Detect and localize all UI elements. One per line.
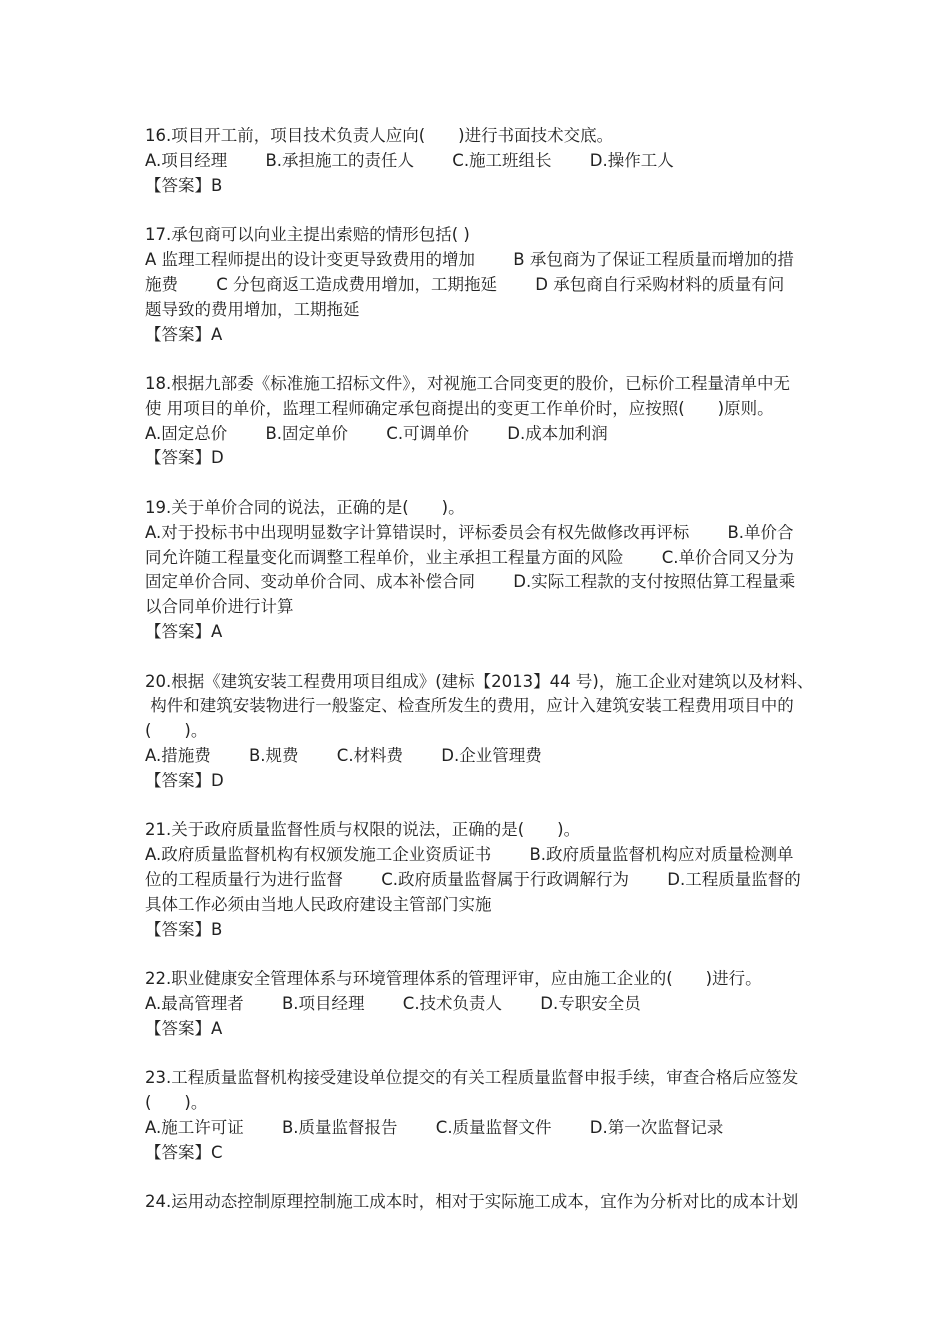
question-20 — [145, 670, 814, 794]
question-options: 具体工作必须由当地人民政府建设主管部门实施 — [145, 894, 492, 914]
answer-label: 【答案】D — [145, 770, 224, 790]
question-text: 22.职业健康安全管理体系与环境管理体系的管理评审，应由施工企业的( )进行。 — [145, 969, 762, 989]
question-text: 使 用项目的单价，监理工程师确定承包商提出的变更工作单价时，应按照( )原则。 — [145, 398, 774, 418]
question-list — [145, 124, 814, 1240]
question-options: A.措施费 B.规费 C.材料费 D.企业管理费 — [145, 746, 542, 766]
question-23 — [145, 1066, 810, 1165]
question-options: A 监理工程师提出的设计变更导致费用的增加 B 承包商为了保证工程质量而增加的措 — [145, 249, 794, 269]
answer-label: 【答案】A — [145, 1018, 223, 1038]
question-22 — [145, 967, 810, 1042]
answer-label: 【答案】C — [145, 1142, 223, 1162]
question-options: 位的工程质量行为进行监督 C.政府质量监督属于行政调解行为 D.工程质量监督的 — [145, 870, 801, 890]
answer-label: 【答案】B — [145, 919, 223, 939]
question-16 — [145, 124, 810, 199]
question-text: 17.承包商可以向业主提出索赔的情形包括( ) — [145, 225, 470, 245]
answer-label: 【答案】B — [145, 175, 223, 195]
question-24 — [145, 1190, 810, 1215]
question-text: 21.关于政府质量监督性质与权限的说法，正确的是( )。 — [145, 820, 581, 840]
question-options: 以合同单价进行计算 — [145, 597, 294, 617]
answer-label: 【答案】D — [145, 448, 224, 468]
question-17 — [145, 223, 810, 347]
question-text: 23.工程质量监督机构接受建设单位提交的有关工程质量监督申报手续，审查合格后应签发 — [145, 1068, 799, 1088]
question-options: A.最高管理者 B.项目经理 C.技术负责人 D.专职安全员 — [145, 994, 641, 1014]
question-options: A.固定总价 B.固定单价 C.可调单价 D.成本加利润 — [145, 423, 608, 443]
question-options: A.对于投标书中出现明显数字计算错误时，评标委员会有权先做修改再评标 B.单价合 — [145, 522, 794, 542]
question-options: A.施工许可证 B.质量监督报告 C.质量监督文件 D.第一次监督记录 — [145, 1118, 724, 1137]
question-19 — [145, 496, 810, 645]
question-text: 16.项目开工前，项目技术负责人应向( )进行书面技术交底。 — [145, 126, 614, 145]
question-text: 18.根据九部委《标准施工招标文件》，对视施工合同变更的股价，已标价工程量清单中无 — [145, 373, 790, 393]
question-text: 24.运用动态控制原理控制施工成本时，相对于实际施工成本，宜作为分析对比的成本计划 — [145, 1192, 799, 1212]
question-21 — [145, 818, 810, 942]
question-options: A.项目经理 B.承担施工的责任人 C.施工班组长 D.操作工人 — [145, 150, 674, 170]
question-text: 构件和建筑安装物进行一般鉴定、检查所发生的费用，应计入建筑安装工程费用项目中的 — [145, 696, 794, 716]
answer-label: 【答案】A — [145, 622, 223, 642]
question-options: 同允许随工程量变化而调整工程单价，业主承担工程量方面的风险 C.单价合同又分为 — [145, 547, 795, 567]
question-text: ( )。 — [145, 1093, 208, 1113]
answer-label: 【答案】A — [145, 324, 223, 344]
question-text: 20.根据《建筑安装工程费用项目组成》(建标【2013】44 号)，施工企业对建筑以及材料、 — [145, 671, 814, 691]
question-options: 施费 C 分包商返工造成费用增加，工期拖延 D 承包商自行采购材料的质量有问 — [145, 274, 785, 294]
question-options: 题导致的费用增加，工期拖延 — [145, 299, 360, 319]
question-options: 固定单价合同、变动单价合同、成本补偿合同 D.实际工程款的支付按照估算工程量乘 — [145, 572, 796, 592]
question-text: 19.关于单价合同的说法，正确的是( )。 — [145, 497, 465, 517]
question-18 — [145, 372, 810, 471]
question-text: ( )。 — [145, 721, 208, 741]
question-options: A.政府质量监督机构有权颁发施工企业资质证书 B.政府质量监督机构应对质量检测单 — [145, 845, 794, 865]
